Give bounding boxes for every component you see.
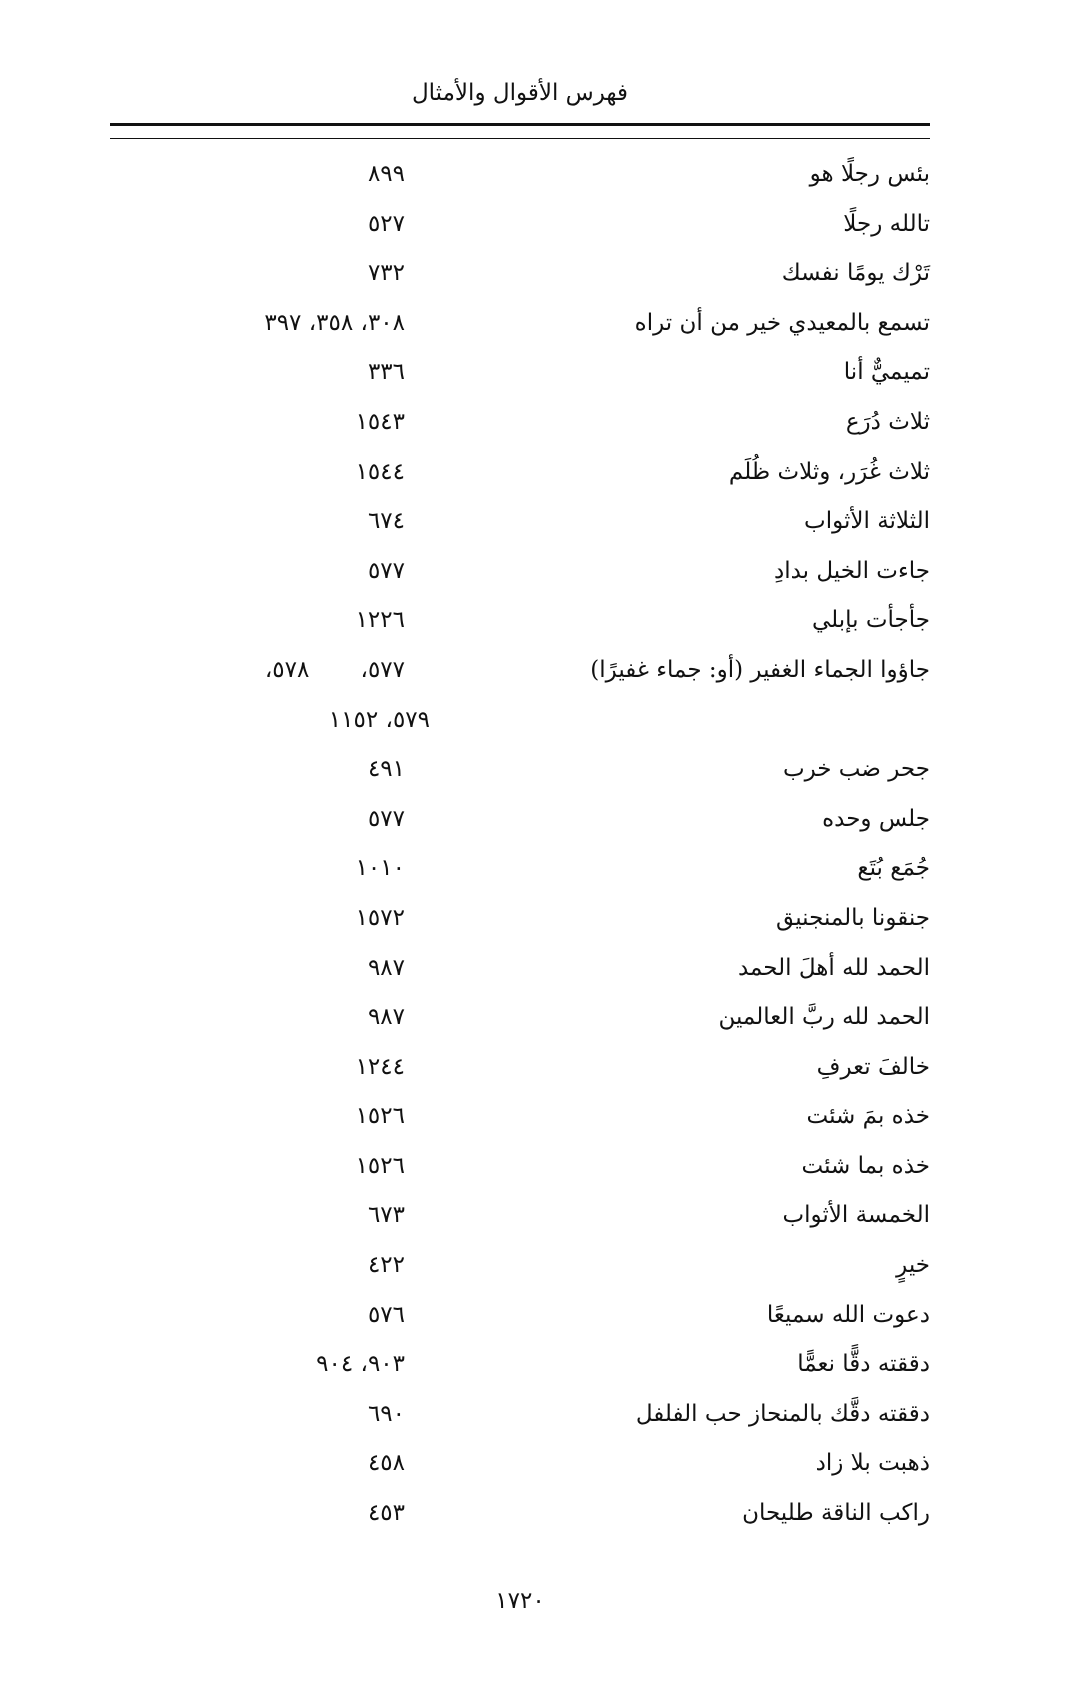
index-entry	[110, 200, 930, 250]
entry-saying: دققته دقًّا نعمًّا	[797, 1351, 930, 1378]
entry-saying: خذه بمَ شئت	[806, 1103, 930, 1130]
entry-page-refs: ٦٧٤	[367, 508, 405, 535]
entry-page-refs: ٥٢٧	[367, 210, 405, 237]
entry-saying: جأجأت بإبلي	[811, 607, 930, 634]
index-entry	[110, 1439, 930, 1489]
entry-saying: جاءت الخيل بدادِ	[773, 557, 930, 584]
entry-saying: جنقونا بالمنجنيق	[776, 904, 930, 931]
entry-saying: راكب الناقة طليحان	[742, 1500, 930, 1527]
entry-saying: تسمع بالمعيدي خير من أن تراه	[634, 309, 930, 336]
entry-page-refs: ٥٧٩، ١١٥٢	[328, 706, 430, 733]
index-entry	[110, 1191, 930, 1241]
index-entries-list	[110, 150, 930, 1539]
index-entry	[110, 150, 930, 200]
entry-saying: خيرٍ	[896, 1252, 930, 1279]
index-entry	[110, 894, 930, 944]
entry-saying: ثلاث دُرَع	[845, 408, 930, 435]
index-entry	[110, 1291, 930, 1341]
page-number: ١٧٢٠	[495, 1588, 545, 1614]
entry-page-refs: ٥٧٦	[367, 1301, 405, 1328]
entry-saying: جلس وحده	[822, 805, 930, 832]
entry-page-refs: ٥٧٧	[367, 805, 405, 832]
entry-page-refs: ٣٠٨، ٣٥٨، ٣٩٧	[264, 309, 405, 336]
entry-page-refs: ١٠١٠	[355, 855, 405, 882]
entry-page-refs: ٥٧٧، ٥٧٨،	[264, 656, 405, 683]
entry-saying: بئس رجلًا هو	[809, 161, 930, 187]
entry-saying: ذهبت بلا زاد	[815, 1450, 930, 1477]
entry-saying: دعوت الله سميعًا	[766, 1301, 930, 1328]
index-entry	[110, 1340, 930, 1390]
entry-page-refs: ٤٩١	[367, 756, 405, 783]
entry-page-refs: ٥٧٧	[367, 557, 405, 584]
entry-page-refs: ٩٨٧	[367, 954, 405, 981]
entry-page-refs: ١٢٤٤	[355, 1053, 405, 1080]
index-entry	[110, 646, 930, 696]
index-entry	[110, 1043, 930, 1093]
entry-page-refs: ٩٠٣، ٩٠٤	[316, 1351, 405, 1378]
entry-page-refs: ٩٨٧	[367, 1004, 405, 1031]
entry-saying: خذه بما شئت	[801, 1152, 930, 1179]
index-entry	[110, 299, 930, 349]
entry-page-refs: ٤٢٢	[367, 1252, 405, 1279]
index-entry	[110, 1092, 930, 1142]
index-entry	[110, 944, 930, 994]
entry-saying: الحمد لله أهلَ الحمد	[737, 954, 930, 981]
entry-page-refs: ٣٣٦	[367, 359, 405, 386]
index-entry	[110, 448, 930, 498]
index-entry	[110, 398, 930, 448]
entry-page-refs: ٤٥٨	[367, 1450, 405, 1477]
entry-saying: جُمَع بُتَع	[857, 855, 930, 882]
index-entry	[110, 547, 930, 597]
entry-saying: خالفَ تعرفِ	[816, 1053, 930, 1080]
entry-page-refs: ١٥٢٦	[355, 1103, 405, 1130]
entry-page-refs: ١٥٤٤	[355, 458, 405, 485]
entry-saying: دققته دقَّك بالمنحاز حب الفلفل	[635, 1400, 930, 1427]
index-entry	[110, 745, 930, 795]
index-entry	[110, 348, 930, 398]
index-entry	[110, 1241, 930, 1291]
index-entry	[110, 844, 930, 894]
entry-saying: ثلاث غُرَر، وثلاث ظُلَم	[728, 458, 930, 485]
entry-page-refs: ٧٣٢	[367, 260, 405, 287]
entry-saying: جحر ضب خرب	[782, 756, 930, 783]
entry-page-refs: ٦٩٠	[367, 1400, 405, 1427]
header-rule-thick	[110, 123, 930, 126]
index-entry	[110, 795, 930, 845]
entry-page-refs: ٦٧٣	[367, 1202, 405, 1229]
index-entry-continuation	[110, 696, 930, 746]
entry-saying: تالله رجلًا	[843, 210, 930, 237]
index-entry	[110, 1489, 930, 1539]
index-entry	[110, 993, 930, 1043]
entry-page-refs: ٨٩٩	[367, 161, 405, 187]
index-entry	[110, 596, 930, 646]
entry-saying: تميميٌّ أنا	[843, 359, 930, 386]
entry-page-refs: ٤٥٣	[367, 1500, 405, 1527]
entry-saying: الخمسة الأثواب	[782, 1202, 930, 1229]
running-head: فهرس الأقوال والأمثال	[411, 80, 629, 106]
index-entry	[110, 1142, 930, 1192]
entry-page-refs: ١٥٢٦	[355, 1152, 405, 1179]
entry-page-refs: ١٥٧٢	[355, 904, 405, 931]
header-rule-thin	[110, 138, 930, 139]
index-entry	[110, 249, 930, 299]
index-entry	[110, 1390, 930, 1440]
entry-saying: جاؤوا الجماء الغفير (أو: جماء غفيرًا)	[590, 656, 930, 683]
entry-page-refs: ١٢٢٦	[355, 607, 405, 634]
entry-saying: تَرْك يومًا نفسك	[781, 260, 930, 287]
entry-page-refs: ١٥٤٣	[355, 408, 405, 435]
entry-saying: الحمد لله ربَّ العالمين	[718, 1004, 930, 1031]
index-entry	[110, 497, 930, 547]
entry-saying: الثلاثة الأثواب	[804, 508, 930, 535]
